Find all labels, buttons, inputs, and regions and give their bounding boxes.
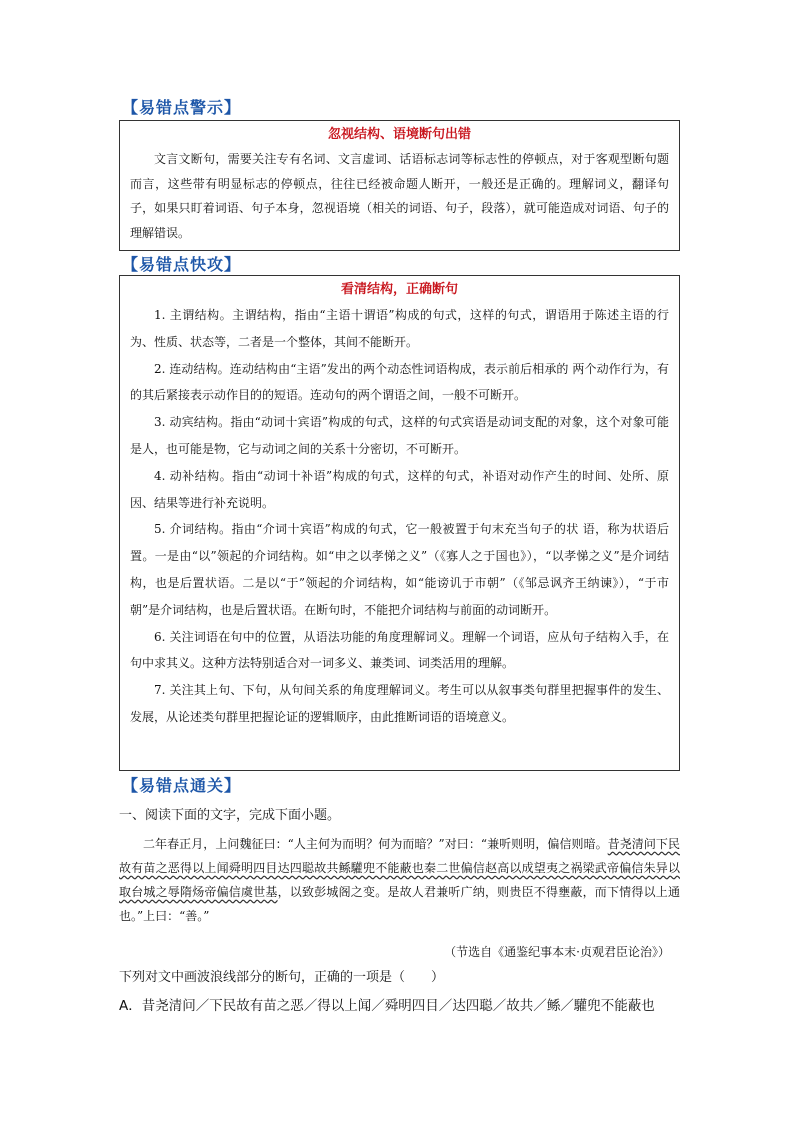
tips-box: [119, 275, 680, 771]
reading-passage: [119, 832, 680, 928]
tips-item-3: 3. 动宾结构。指由“动词十宾语”构成的句式，这样的句式宾语是动词支配的对象，这个对象可能是人，也可能是物，它与动词之间的关系十分密切，不可断开。: [130, 415, 669, 456]
warning-body: 文言文断句，需要关注专有名词、文言虚词、话语标志词等标志性的停顿点，对于客观型断句题而言，这些带有明显标志的停顿点，往往已经被命题人断开，一般还是正确的。理解词义，翻译句子，如果只盯着词语、句子本身，忽视语境（相关的词语、句子，段落），就可能造成对词语、句子的理解错误。: [130, 152, 669, 240]
wavy-underlined-text: 昔尧清问下民故有苗之恶得以上闻舜明四目达四聪故共鲧驩兜不能蔽也秦二世偏信赵高以成望夷之祸梁武帝偏信朱异以取台城之辱隋炀帝偏信虞世基: [119, 837, 680, 899]
option-a[interactable]: A．昔尧清问／下民故有苗之恶／得以上闻／舜明四目／达四聪／故共／鲧／驩兜不能蔽也: [119, 998, 655, 1014]
passage-end: ，以致彭城阁之变。是故人君兼听广纳，则贵臣不得壅蔽，而下情得以上通也。”上曰：“善。”: [119, 885, 680, 923]
question-text: 下列对文中画波浪线部分的断句，正确的一项是（ ）: [119, 970, 445, 985]
tips-heading: 【易错点快攻】: [122, 255, 242, 274]
tips-title: 看清结构，正确断句: [340, 282, 458, 297]
warning-box: [119, 120, 680, 251]
practice-instruction: 一、阅读下面的文字，完成下面小题。: [119, 808, 341, 823]
tips-item-7: 7. 关注其上句、下句，从句间关系的角度理解词义。考生可以从叙事类句群里把握事件的发生、发展，从论述类句群里把握论证的逻辑顺序，由此推断词语的语境意义。: [130, 683, 669, 724]
warning-title: 忽视结构、语境断句出错: [327, 127, 471, 142]
tips-item-6: 6. 关注词语在句中的位置，从语法功能的角度理解词义。理解一个词语，应从句子结构入手，在句中求其义。这种方法特别适合对一词多义、兼类词、词类活用的理解。: [130, 629, 669, 671]
tips-item-2: 2. 连动结构。连动结构由“主语”发出的两个动态性词语构成，表示前后相承的 两个动作行为，有的其后紧接表示动作目的的短语。连动句的两个谓语之间，一般不可断开。: [130, 361, 669, 403]
practice-heading: 【易错点通关】: [122, 776, 242, 795]
tips-item-1: 1. 主谓结构。主谓结构，指由“主语十谓语”构成的句式，这样的句式，谓语用于陈述主语的行为、性质、状态等，二者是一个整体，其间不能断开。: [130, 308, 669, 349]
passage-source: （节选自《通鉴纪事本末·贞观君臣论治》）: [444, 945, 670, 959]
warning-heading: 【易错点警示】: [122, 98, 242, 117]
passage-paragraph: [119, 832, 680, 928]
tips-item-5: 5. 介词结构。指由“介词十宾语”构成的句式，它一般被置于句末充当句子的状 语，称为状语后置。一是由“以”领起的介词结构。如“申之以孝悌之义”（《寡人之于国也》），“以孝悌之义”是介词结构，也是后置状语。二是以“于”领起的介词结构，如“能谤讥于市朝”（《邹忌讽齐王纳谏》），“于市朝”是介词结构，也是后置状语。在断句时，不能把介词结构与前面的动词断开。: [130, 522, 669, 617]
tips-item-4: 4. 动补结构。指由“动词十补语”构成的句式，这样的句式，补语对动作产生的时间、处所、原因、结果等进行补充说明。: [130, 468, 669, 510]
passage-intro: 二年春正月，上问魏征曰：“人主何为而明？何为而暗？”对曰：“兼听则明，偏信则暗。: [143, 837, 608, 851]
